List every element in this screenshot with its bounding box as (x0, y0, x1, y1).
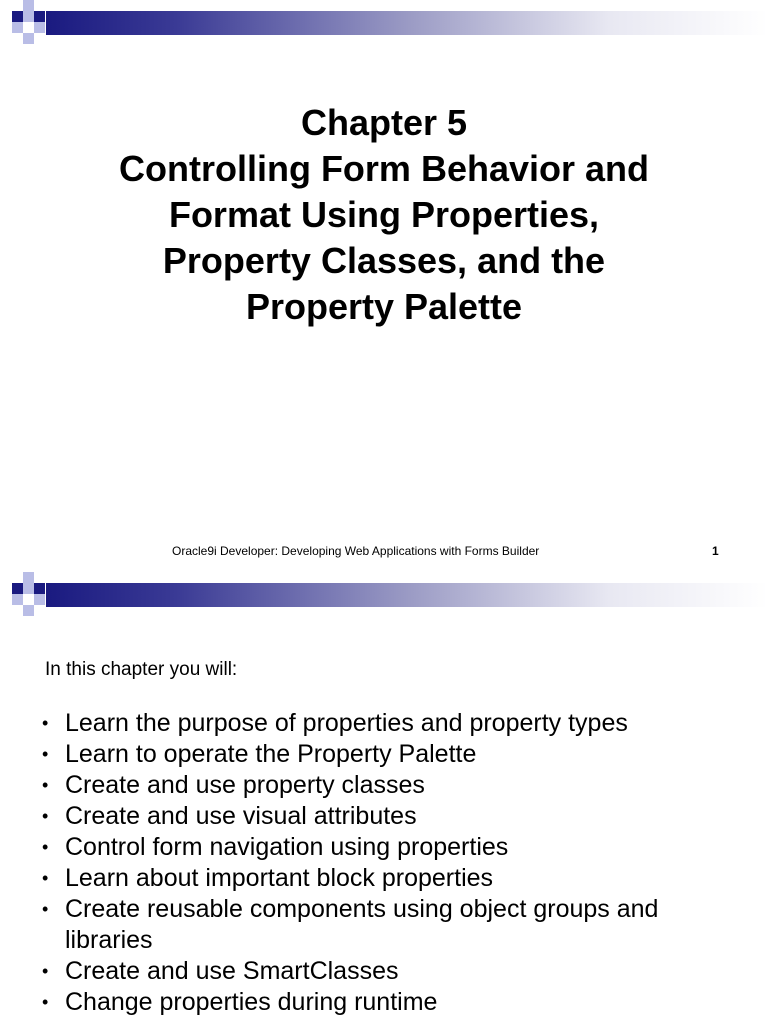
decor-square (12, 11, 23, 22)
bullet-icon: • (42, 775, 49, 795)
list-item-text: Create and use property classes (65, 771, 425, 799)
title-line: Controlling Form Behavior and (118, 148, 649, 189)
list-item (42, 770, 742, 801)
slide-title (0, 100, 768, 330)
gradient-bar (46, 583, 768, 607)
objectives-list (42, 708, 742, 1018)
list-item (42, 863, 742, 894)
gradient-bar (46, 11, 768, 35)
list-item-text: Create and use visual attributes (65, 802, 417, 830)
decor-square (34, 22, 45, 33)
decor-square (23, 0, 34, 11)
decor-square (12, 583, 23, 594)
list-item-text: Create and use SmartClasses (65, 957, 399, 985)
list-item (42, 739, 742, 770)
bullet-icon: • (42, 806, 49, 826)
bullet-icon: • (42, 744, 49, 764)
list-item (42, 708, 742, 739)
bullet-icon: • (42, 868, 49, 888)
list-item (42, 832, 742, 863)
header-band (0, 0, 768, 46)
decor-square (23, 11, 34, 22)
title-line: Format Using Properties, (168, 194, 600, 235)
header-band (0, 572, 768, 618)
list-item-text: Learn the purpose of properties and property types (65, 709, 628, 737)
list-item-text: Learn to operate the Property Palette (65, 740, 477, 768)
decor-square (23, 572, 34, 583)
list-item (42, 987, 742, 1018)
decor-square (34, 11, 45, 22)
title-line: Chapter 5 (300, 102, 468, 143)
list-item (42, 894, 742, 956)
bullet-icon: • (42, 899, 49, 919)
decor-square (34, 583, 45, 594)
bullet-icon: • (42, 961, 49, 981)
decor-square (23, 33, 34, 44)
list-item (42, 956, 742, 987)
slide-2 (0, 572, 768, 1024)
title-line: Property Classes, and the (162, 240, 606, 281)
decor-square (12, 22, 23, 33)
list-item (42, 801, 742, 832)
decor-square (34, 594, 45, 605)
list-item-text: Control form navigation using properties (65, 833, 509, 861)
list-item-text: Learn about important block properties (65, 864, 494, 892)
title-line: Property Palette (245, 286, 523, 327)
decor-square (23, 583, 34, 594)
list-item-text: Create reusable components using object groups and libraries (65, 895, 659, 954)
bullet-icon: • (42, 992, 49, 1012)
bullet-icon: • (42, 837, 49, 857)
intro-text: In this chapter you will: (45, 659, 238, 680)
slide-number: 1 (712, 544, 719, 558)
slide-footer: Oracle9i Developer: Developing Web Applications with Forms Builder (172, 544, 540, 558)
decor-square (12, 594, 23, 605)
list-item-text: Change properties during runtime (65, 988, 438, 1016)
decor-square (23, 605, 34, 616)
bullet-icon: • (42, 713, 49, 733)
